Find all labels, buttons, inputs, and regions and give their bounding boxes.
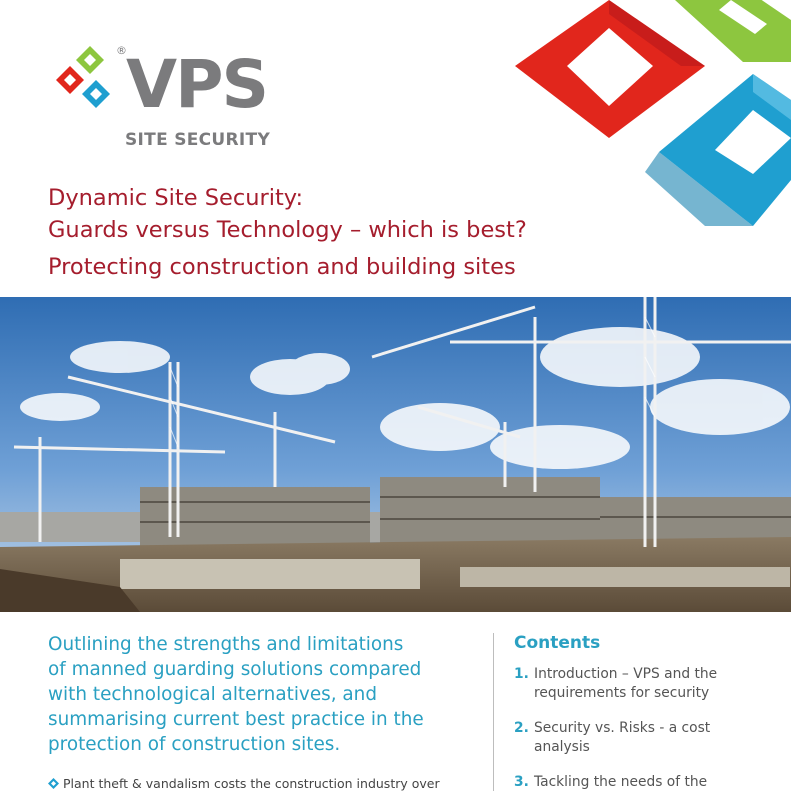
intro-line: with technological alternatives, and <box>48 684 378 705</box>
toc-text: Security vs. Risks - a cost <box>534 720 711 736</box>
registered-mark: ® <box>116 44 127 57</box>
bullet-point <box>48 776 488 791</box>
toc-number: 2. <box>514 720 529 736</box>
intro-line: of manned guarding solutions compared <box>48 659 422 680</box>
intro-line: protection of construction sites. <box>48 734 341 755</box>
construction-site-photo <box>0 297 791 612</box>
toc-item[interactable] <box>514 665 784 703</box>
toc-number: 3. <box>514 774 529 790</box>
heading-line-1: Dynamic Site Security: <box>48 185 304 211</box>
bullet-text: Plant theft & vandalism costs the construction industry over <box>63 776 440 791</box>
vps-logo <box>48 44 288 154</box>
heading-subtitle: Protecting construction and building sites <box>48 254 516 280</box>
logo-wordmark: VPS <box>126 46 267 123</box>
column-divider <box>493 633 494 791</box>
diamond-bullet-icon <box>48 778 59 789</box>
toc-text: requirements for security <box>534 685 710 701</box>
toc-item[interactable] <box>514 773 784 791</box>
contents-title: Contents <box>514 633 601 653</box>
toc-text: analysis <box>534 739 590 755</box>
document-heading <box>48 182 748 283</box>
toc-item[interactable] <box>514 719 784 757</box>
intro-line: summarising current best practice in the <box>48 709 424 730</box>
toc-text: Tackling the needs of the <box>534 774 708 790</box>
intro-line: Outlining the strengths and limitations <box>48 634 404 655</box>
toc-number: 1. <box>514 666 529 682</box>
toc-text: Introduction – VPS and the <box>534 666 718 682</box>
contents-panel <box>514 633 784 791</box>
logo-subtitle: SITE SECURITY <box>125 130 271 150</box>
intro-paragraph <box>48 632 478 757</box>
heading-line-2: Guards versus Technology – which is best? <box>48 217 527 243</box>
